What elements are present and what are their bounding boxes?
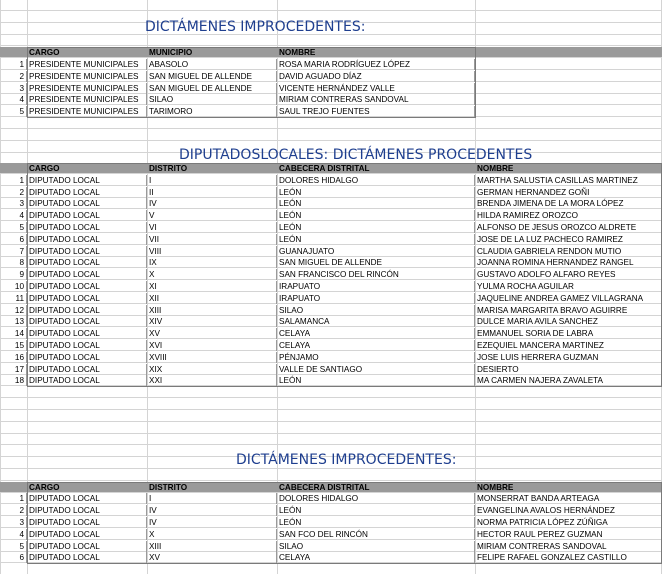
table-cell[interactable]: DIPUTADO LOCAL: [28, 375, 147, 386]
column-header: DISTRITO: [149, 483, 188, 492]
column-header: CARGO: [29, 48, 60, 57]
table-cell[interactable]: GUSTAVO ADOLFO ALFARO REYES: [476, 269, 662, 280]
table-cell[interactable]: GUANAJUATO: [278, 246, 475, 257]
table-cell[interactable]: BRENDA JIMENA DE LA MORA LÓPEZ: [476, 198, 662, 209]
table-cell[interactable]: CELAYA: [278, 340, 475, 351]
column-header: NOMBRE: [477, 164, 514, 173]
table-cell[interactable]: DIPUTADO LOCAL: [28, 352, 147, 363]
table-header-row: [0, 47, 662, 58]
table-cell[interactable]: DIPUTADO LOCAL: [28, 364, 147, 375]
table-cell[interactable]: LEÓN: [278, 505, 475, 516]
row-number-cell[interactable]: 9: [0, 269, 27, 280]
table-row[interactable]: [0, 529, 662, 540]
table-row[interactable]: [0, 210, 662, 221]
table-cell[interactable]: CELAYA: [278, 552, 475, 563]
row-number-cell[interactable]: 6: [0, 234, 27, 245]
table-row[interactable]: [0, 517, 662, 528]
table-cell[interactable]: DIPUTADO LOCAL: [28, 541, 147, 552]
table-cell[interactable]: SAN FCO DEL RINCÓN: [278, 529, 475, 540]
column-header: MUNICIPIO: [149, 48, 193, 57]
row-number-cell[interactable]: 13: [0, 316, 27, 327]
table-cell[interactable]: XII: [148, 293, 277, 304]
row-number-cell[interactable]: 5: [0, 222, 27, 233]
table-row[interactable]: [0, 375, 662, 386]
row-number-cell[interactable]: 11: [0, 293, 27, 304]
table-cell[interactable]: SALAMANCA: [278, 316, 475, 327]
table-row[interactable]: [0, 71, 662, 82]
table-row[interactable]: [0, 198, 662, 209]
table-cell[interactable]: DIPUTADO LOCAL: [28, 529, 147, 540]
table-cell[interactable]: XV: [148, 552, 277, 563]
table-cell[interactable]: VI: [148, 222, 277, 233]
row-number-cell[interactable]: 16: [0, 352, 27, 363]
row-number-cell[interactable]: 2: [0, 71, 27, 82]
table-cell[interactable]: MA CARMEN NAJERA ZAVALETA: [476, 375, 662, 386]
column-header: CABECERA DISTRITAL: [279, 483, 370, 492]
table-cell[interactable]: ROSA MARIA RODRÍGUEZ LÓPEZ: [278, 59, 475, 70]
table-cell[interactable]: II: [148, 187, 277, 198]
table-row[interactable]: [0, 187, 662, 198]
table-cell[interactable]: DIPUTADO LOCAL: [28, 517, 147, 528]
table-cell[interactable]: MARTHA SALUSTIA CASILLAS MARTINEZ: [476, 175, 662, 186]
table-cell[interactable]: DESIERTO: [476, 364, 662, 375]
column-header: CABECERA DISTRITAL: [279, 164, 370, 173]
table-cell[interactable]: DIPUTADO LOCAL: [28, 269, 147, 280]
table-cell[interactable]: DAVID AGUADO DÍAZ: [278, 71, 475, 82]
table-row[interactable]: [0, 352, 662, 363]
table-row[interactable]: [0, 234, 662, 245]
table-cell[interactable]: SILAO: [278, 305, 475, 316]
row-number-cell[interactable]: 5: [0, 106, 27, 117]
table-cell[interactable]: MONSERRAT BANDA ARTEAGA: [476, 493, 662, 504]
table-cell[interactable]: X: [148, 269, 277, 280]
table-cell[interactable]: I: [148, 175, 277, 186]
table-cell[interactable]: SAN MIGUEL DE ALLENDE: [148, 83, 277, 94]
empty-row: [0, 399, 662, 410]
table-cell[interactable]: ALFONSO DE JESUS OROZCO ALDRETE: [476, 222, 662, 233]
table-cell[interactable]: XIII: [148, 305, 277, 316]
table-cell[interactable]: SAUL TREJO FUENTES: [278, 106, 475, 117]
table-cell[interactable]: X: [148, 529, 277, 540]
table-cell[interactable]: DULCE MARIA AVILA SANCHEZ: [476, 316, 662, 327]
row-number-cell[interactable]: 3: [0, 517, 27, 528]
table-cell[interactable]: PRESIDENTE MUNICIPALES: [28, 71, 147, 82]
table-row[interactable]: [0, 246, 662, 257]
row-number-cell[interactable]: 4: [0, 210, 27, 221]
table-cell[interactable]: XIX: [148, 364, 277, 375]
table-row[interactable]: [0, 541, 662, 552]
empty-row: [0, 564, 662, 574]
row-number-cell[interactable]: 18: [0, 375, 27, 386]
row-number-cell[interactable]: 10: [0, 281, 27, 292]
row-number-cell[interactable]: 1: [0, 175, 27, 186]
section1-title: DICTÁMENES IMPROCEDENTES:: [145, 19, 366, 35]
table-row[interactable]: [0, 83, 662, 94]
table-cell[interactable]: SAN FRANCISCO DEL RINCÓN: [278, 269, 475, 280]
table-cell[interactable]: I: [148, 493, 277, 504]
table-cell[interactable]: XXI: [148, 375, 277, 386]
table-cell[interactable]: CLAUDIA GABRIELA RENDON MUTIO: [476, 246, 662, 257]
table-cell[interactable]: XV: [148, 328, 277, 339]
table-cell[interactable]: XVI: [148, 340, 277, 351]
row-number-cell[interactable]: 2: [0, 187, 27, 198]
table-cell[interactable]: EMMANUEL SORIA DE LABRA: [476, 328, 662, 339]
row-number-cell[interactable]: 12: [0, 305, 27, 316]
table-cell[interactable]: DIPUTADO LOCAL: [28, 175, 147, 186]
table-cell[interactable]: JAQUELINE ANDREA GAMEZ VILLAGRANA: [476, 293, 662, 304]
table-cell[interactable]: IV: [148, 198, 277, 209]
table-cell[interactable]: XI: [148, 281, 277, 292]
table-cell[interactable]: TARIMORO: [148, 106, 277, 117]
empty-row: [0, 423, 662, 434]
row-number-cell[interactable]: 17: [0, 364, 27, 375]
row-number-cell[interactable]: 3: [0, 83, 27, 94]
table-cell[interactable]: MIRIAM CONTRERAS SANDOVAL: [278, 94, 475, 105]
table-cell[interactable]: PRESIDENTE MUNICIPALES: [28, 106, 147, 117]
table-row[interactable]: [0, 269, 662, 280]
empty-row: [0, 130, 662, 141]
table-cell[interactable]: IX: [148, 257, 277, 268]
table-cell[interactable]: SAN MIGUEL DE ALLENDE: [148, 71, 277, 82]
table-cell[interactable]: DIPUTADO LOCAL: [28, 493, 147, 504]
table-cell[interactable]: LEÓN: [278, 234, 475, 245]
table-cell[interactable]: MIRIAM CONTRERAS SANDOVAL: [476, 541, 662, 552]
table-cell[interactable]: DIPUTADO LOCAL: [28, 328, 147, 339]
row-number-cell[interactable]: 6: [0, 552, 27, 563]
row-number-cell[interactable]: 5: [0, 541, 27, 552]
table-cell[interactable]: LEÓN: [278, 198, 475, 209]
table-cell[interactable]: LEÓN: [278, 210, 475, 221]
table-cell[interactable]: VIII: [148, 246, 277, 257]
section2-title: DIPUTADOSLOCALES: DICTÁMENES PROCEDENTES: [179, 147, 533, 163]
table-row[interactable]: [0, 257, 662, 268]
table-row[interactable]: [0, 552, 662, 563]
table-cell[interactable]: ABASOLO: [148, 59, 277, 70]
table-cell[interactable]: IRAPUATO: [278, 281, 475, 292]
table-row[interactable]: [0, 364, 662, 375]
table-cell[interactable]: MARISA MARGARITA BRAVO AGUIRRE: [476, 305, 662, 316]
table-cell[interactable]: SAN MIGUEL DE ALLENDE: [278, 257, 475, 268]
table-row[interactable]: [0, 493, 662, 504]
table-row[interactable]: [0, 222, 662, 233]
table-cell[interactable]: DIPUTADO LOCAL: [28, 281, 147, 292]
table-cell[interactable]: FELIPE RAFAEL GONZALEZ CASTILLO: [476, 552, 662, 563]
table-cell[interactable]: DOLORES HIDALGO: [278, 175, 475, 186]
table-cell[interactable]: IRAPUATO: [278, 293, 475, 304]
empty-row: [0, 118, 662, 129]
row-number-cell[interactable]: 4: [0, 94, 27, 105]
row-number-cell[interactable]: 1: [0, 59, 27, 70]
table-cell[interactable]: DIPUTADO LOCAL: [28, 222, 147, 233]
row-number-cell[interactable]: 14: [0, 328, 27, 339]
empty-row: [0, 411, 662, 422]
table-cell[interactable]: LEÓN: [278, 222, 475, 233]
table-cell[interactable]: DIPUTADO LOCAL: [28, 316, 147, 327]
empty-row: [0, 434, 662, 445]
column-header: CARGO: [29, 164, 60, 173]
table-cell[interactable]: DIPUTADO LOCAL: [28, 293, 147, 304]
table-cell[interactable]: DIPUTADO LOCAL: [28, 257, 147, 268]
table-cell[interactable]: VICENTE HERNÁNDEZ VALLE: [278, 83, 475, 94]
table-row[interactable]: [0, 106, 662, 117]
table-cell[interactable]: VALLE DE SANTIAGO: [278, 364, 475, 375]
column-header: NOMBRE: [279, 48, 316, 57]
table-cell[interactable]: PÉNJAMO: [278, 352, 475, 363]
table-row[interactable]: [0, 328, 662, 339]
table-cell[interactable]: XIV: [148, 316, 277, 327]
column-header: CARGO: [29, 483, 60, 492]
table-cell[interactable]: NORMA PATRICIA LÓPEZ ZÚÑIGA: [476, 517, 662, 528]
row-number-cell[interactable]: 7: [0, 246, 27, 257]
table-row[interactable]: [0, 59, 662, 70]
table-cell[interactable]: CELAYA: [278, 328, 475, 339]
table-row[interactable]: [0, 94, 662, 105]
table-cell[interactable]: EVANGELINA AVALOS HERNÁNDEZ: [476, 505, 662, 516]
table-cell[interactable]: DIPUTADO LOCAL: [28, 505, 147, 516]
table-cell[interactable]: LEÓN: [278, 517, 475, 528]
table-cell[interactable]: IV: [148, 505, 277, 516]
table-cell[interactable]: HILDA RAMIREZ OROZCO: [476, 210, 662, 221]
column-header: DISTRITO: [149, 164, 188, 173]
row-number-cell[interactable]: 3: [0, 198, 27, 209]
table-cell[interactable]: YULMA ROCHA AGUILAR: [476, 281, 662, 292]
empty-row: [0, 0, 662, 11]
table-row[interactable]: [0, 281, 662, 292]
table-cell[interactable]: DIPUTADO LOCAL: [28, 552, 147, 563]
table-cell[interactable]: V: [148, 210, 277, 221]
table-cell[interactable]: XVIII: [148, 352, 277, 363]
table-cell[interactable]: PRESIDENTE MUNICIPALES: [28, 94, 147, 105]
table-cell[interactable]: SILAO: [148, 94, 277, 105]
table-row[interactable]: [0, 175, 662, 186]
table-cell[interactable]: JOANNA ROMINA HERNANDEZ RANGEL: [476, 257, 662, 268]
table-cell[interactable]: DIPUTADO LOCAL: [28, 305, 147, 316]
empty-row: [0, 387, 662, 398]
table-cell[interactable]: LEÓN: [278, 187, 475, 198]
table-cell[interactable]: DIPUTADO LOCAL: [28, 187, 147, 198]
row-number-cell[interactable]: 8: [0, 257, 27, 268]
table-row[interactable]: [0, 293, 662, 304]
section3-title: DICTÁMENES IMPROCEDENTES:: [236, 452, 457, 468]
row-number-cell[interactable]: 2: [0, 505, 27, 516]
table-cell[interactable]: LEÓN: [278, 375, 475, 386]
table-header-row: [0, 482, 662, 493]
table-cell[interactable]: PRESIDENTE MUNICIPALES: [28, 59, 147, 70]
table-row[interactable]: [0, 305, 662, 316]
table-row[interactable]: [0, 505, 662, 516]
table-cell[interactable]: HECTOR RAUL PEREZ GUZMAN: [476, 529, 662, 540]
table-cell[interactable]: DIPUTADO LOCAL: [28, 210, 147, 221]
table-cell[interactable]: DIPUTADO LOCAL: [28, 234, 147, 245]
table-cell[interactable]: XIII: [148, 541, 277, 552]
row-number-cell[interactable]: 1: [0, 493, 27, 504]
row-number-cell[interactable]: 15: [0, 340, 27, 351]
table-cell[interactable]: EZEQUIEL MANCERA MARTINEZ: [476, 340, 662, 351]
table-cell[interactable]: SILAO: [278, 541, 475, 552]
table-cell[interactable]: JOSE DE LA LUZ PACHECO RAMIREZ: [476, 234, 662, 245]
table-cell[interactable]: DIPUTADO LOCAL: [28, 198, 147, 209]
table-cell[interactable]: DIPUTADO LOCAL: [28, 340, 147, 351]
table-cell[interactable]: VII: [148, 234, 277, 245]
table-cell[interactable]: PRESIDENTE MUNICIPALES: [28, 83, 147, 94]
row-number-cell[interactable]: 4: [0, 529, 27, 540]
table-row[interactable]: [0, 316, 662, 327]
empty-row: [0, 470, 662, 481]
table-cell[interactable]: IV: [148, 517, 277, 528]
table-cell[interactable]: DIPUTADO LOCAL: [28, 246, 147, 257]
table-row[interactable]: [0, 340, 662, 351]
table-cell[interactable]: DOLORES HIDALGO: [278, 493, 475, 504]
column-header: NOMBRE: [477, 483, 514, 492]
table-cell[interactable]: GERMAN HERNANDEZ GOÑI: [476, 187, 662, 198]
table-cell[interactable]: JOSE LUIS HERRERA GUZMAN: [476, 352, 662, 363]
